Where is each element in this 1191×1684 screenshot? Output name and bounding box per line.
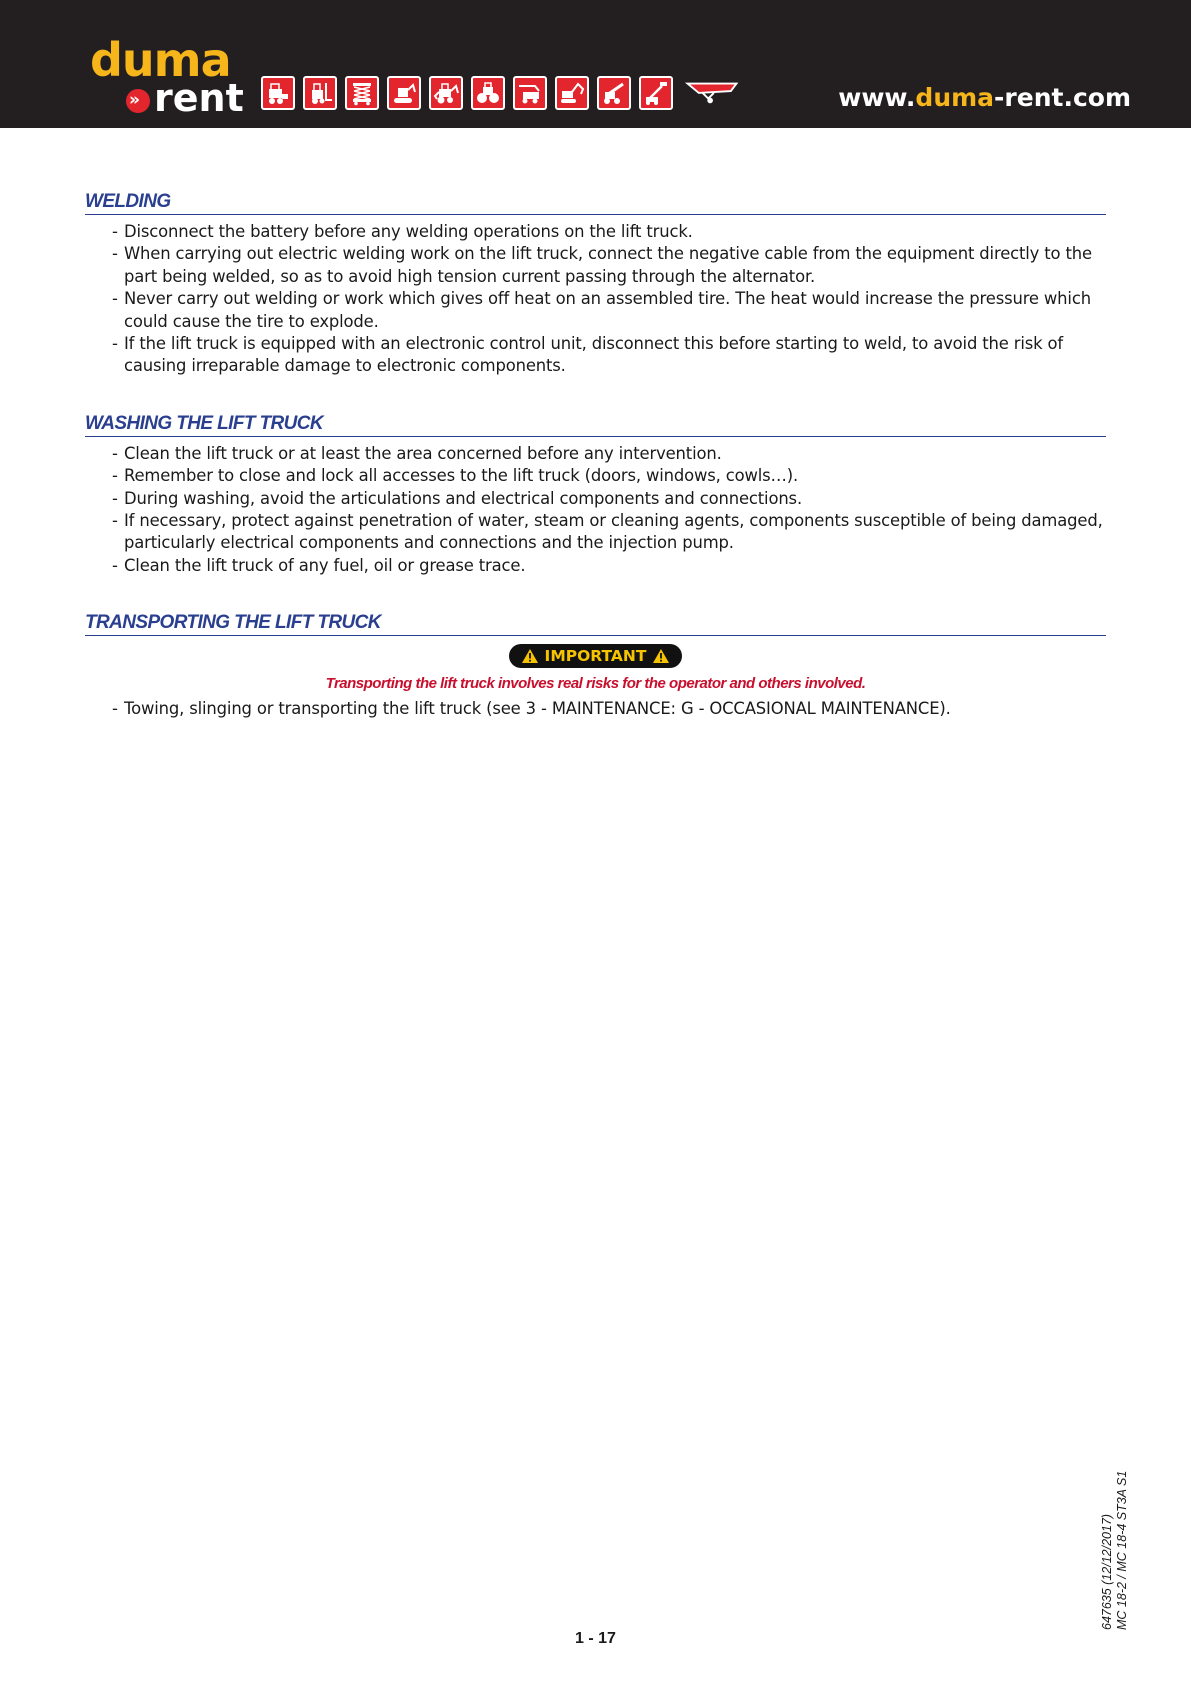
list-item: - Disconnect the battery before any welding operations on the lift truck. [112,221,1106,243]
bullet-list [85,698,1106,720]
telehandler-icon [597,76,631,110]
list-item: - If the lift truck is equipped with an electronic control unit, disconnect this before starting to weld, to avoid the risk of causing irreparable damage to electronic components. [112,333,1106,378]
logo-arrow-icon: » [126,89,150,113]
crane-truck-icon [513,76,547,110]
document-body [85,190,1106,755]
page-header [0,0,1191,128]
bullet-list [85,443,1106,577]
section-title: WELDING [85,190,1106,215]
skid-steer-icon [261,76,295,110]
section-washing [85,412,1106,577]
duma-rent-logo[interactable] [90,33,244,120]
list-item: - When carrying out electric welding work on the lift truck, connect the negative cable from the equipment directly to the part being welded, so as to avoid high tension current passing through the alternator. [112,243,1106,288]
list-item: - Towing, slinging or transporting the lift truck (see 3 - MAINTENANCE: G - OCCASIONAL MAINTENANCE). [112,698,1106,720]
important-badge [509,644,683,668]
list-item: - Clean the lift truck of any fuel, oil or grease trace. [112,555,1106,577]
warning-triangle-icon [652,648,670,664]
compactor-icon [471,76,505,110]
important-label: IMPORTANT [544,647,647,666]
mini-excavator-icon [387,76,421,110]
list-item: - Never carry out welding or work which gives off heat on an assembled tire. The heat would increase the pressure which could cause the tire to explode. [112,288,1106,333]
excavator-icon [555,76,589,110]
boom-lift-icon [639,76,673,110]
machine-icon-strip [261,76,745,110]
page-number: 1 - 17 [575,1630,616,1647]
important-notice [85,644,1106,694]
document-reference-line: MC 18-2 / MC 18-4 ST3A S1 [1115,1470,1129,1630]
bullet-list [85,221,1106,378]
section-welding [85,190,1106,378]
scissor-lift-icon [345,76,379,110]
warning-triangle-icon [521,648,539,664]
document-reference-line: 647635 (12/12/2017) [1100,1513,1114,1630]
section-title: WASHING THE LIFT TRUCK [85,412,1106,437]
aerial-platform-icon [681,76,745,110]
list-item: - During washing, avoid the articulations and electrical components and connections. [112,488,1106,510]
forklift-icon [303,76,337,110]
document-reference [1100,1471,1130,1630]
important-note: Transporting the lift truck involves real risks for the operator and others involved. [325,675,866,693]
backhoe-loader-icon [429,76,463,110]
list-item: - If necessary, protect against penetration of water, steam or cleaning agents, components susceptible of being damaged, particularly electrical components and connections and the injection pump. [112,510,1106,555]
section-transporting [85,611,1106,720]
list-item: - Clean the lift truck or at least the area concerned before any intervention. [112,443,1106,465]
list-item: - Remember to close and lock all accesses to the lift truck (doors, windows, cowls…). [112,465,1106,487]
website-link[interactable]: www.duma-rent.com [838,83,1131,112]
logo-duma-text: duma [90,33,231,87]
logo-rent-text: rent [154,76,244,120]
section-title: TRANSPORTING THE LIFT TRUCK [85,611,1106,636]
